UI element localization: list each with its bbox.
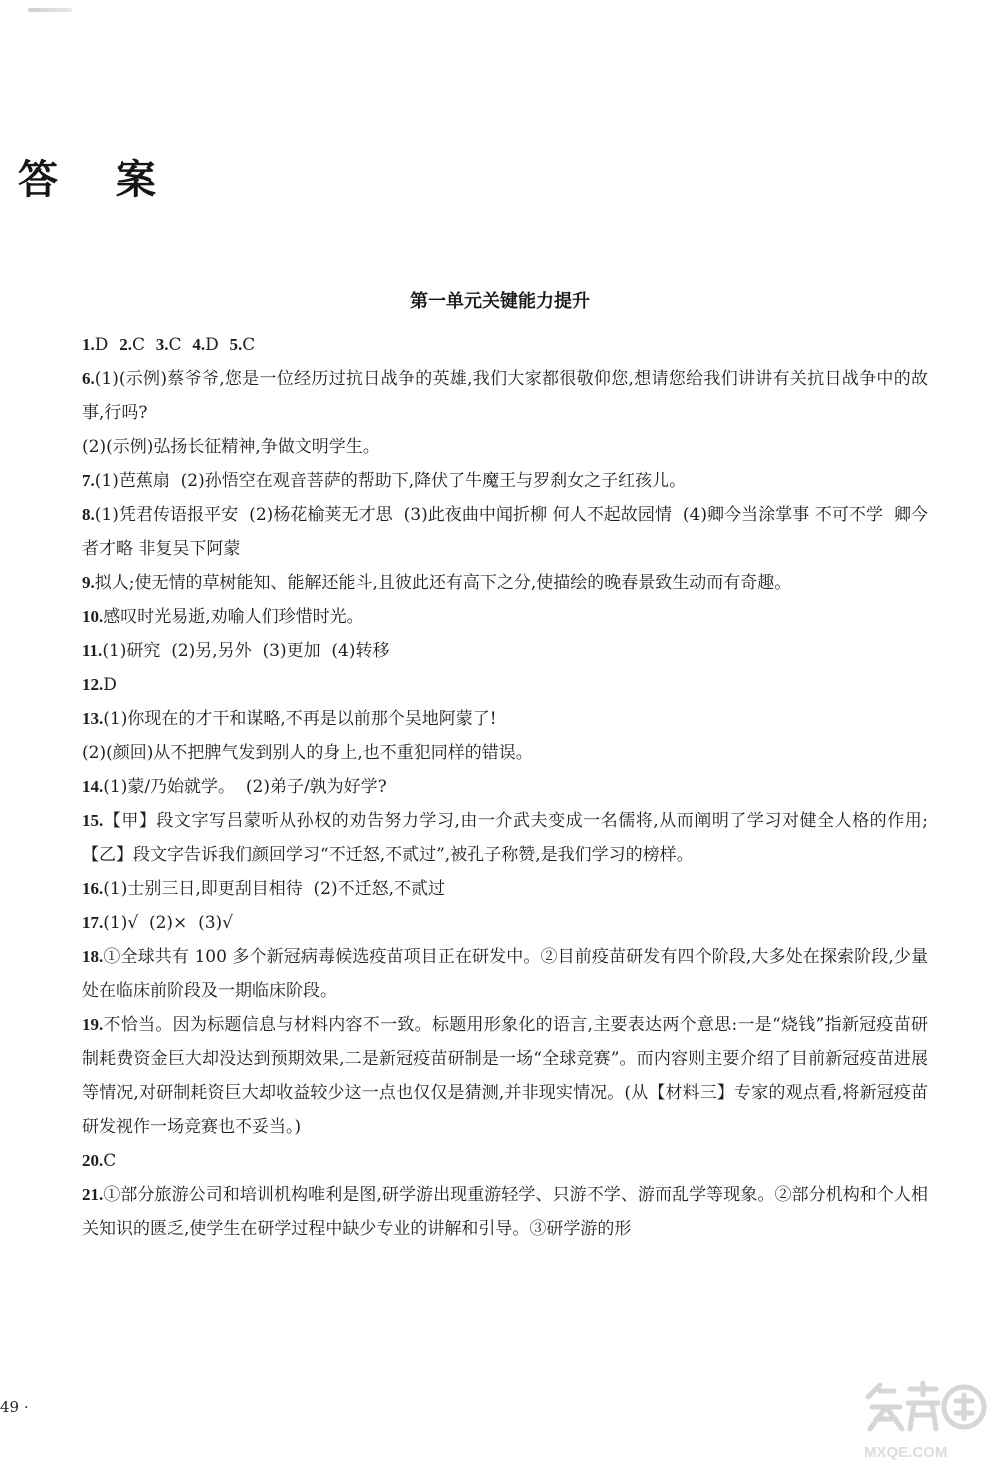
page-title: 答 案 [18,157,178,203]
top-edge-mark [28,8,72,12]
answer-item-17: 17.(1)√ (2)× (3)√ [82,913,234,933]
answer-item-1-5: 1.D 2.C 3.C 4.D 5.C [82,335,256,355]
answer-item-6-part2: (2)(示例)弘扬长征精神,争做文明学生。 [82,437,380,457]
page-number: 49 · [0,1398,29,1416]
answer-item-15: 15.【甲】段文字写吕蒙听从孙权的劝告努力学习,由一介武夫变成一名儒将,从而阐明了学习对健全人格的作用;【乙】段文字告诉我们颜回学习“不迁怒,不贰过”,被孔子称赞,是我们学习的榜样。 [82,811,928,865]
answer-item-19: 19.不恰当。因为标题信息与材料内容不一致。标题用形象化的语言,主要表达两个意思:一是“烧钱”指新冠疫苗研制耗费资金巨大却没达到预期效果,二是新冠疫苗研制是一场“全球竞赛”。而内容则主要介绍了目前新冠疫苗进展等情况,对研制耗资巨大却收益较少这一点也仅仅是猜测,并非现实情况。(从【材料三】专家的观点看,将新冠疫苗研发视作一场竞赛也不妥当。) [82,1015,928,1137]
watermark-logo [860,1377,988,1465]
answer-item-10: 10.感叹时光易逝,劝喻人们珍惜时光。 [82,607,364,627]
answer-item-16: 16.(1)士别三日,即更刮目相待 (2)不迁怒,不贰过 [82,879,446,899]
answer-item-9: 9.拟人;使无情的草树能知、能解还能斗,且彼此还有高下之分,使描绘的晚春景致生动而有奇趣。 [82,573,792,593]
answer-item-20: 20.C [82,1151,117,1171]
answer-item-6: 6.(1)(示例)蔡爷爷,您是一位经历过抗日战争的英雄,我们大家都很敬仰您,想请您给我们讲讲有关抗日战争中的故事,行吗? [82,369,928,423]
answer-item-8: 8.(1)凭君传语报平安 (2)杨花榆荚无才思 (3)此夜曲中闻折柳 何人不起故园情 (4)卿今当涂掌事 不可不学 卿今者才略 非复吴下阿蒙 [82,505,928,559]
answer-list [82,328,928,1246]
answer-item-18: 18.①全球共有 100 多个新冠病毒候选疫苗项目正在研发中。②目前疫苗研发有四个阶段,大多处在探索阶段,少量处在临床前阶段及一期临床阶段。 [82,947,928,1001]
answer-item-14: 14.(1)蒙/乃始就学。 (2)弟子/孰为好学? [82,777,387,797]
answer-item-12: 12.D [82,675,117,695]
answer-item-11: 11.(1)研究 (2)另,另外 (3)更加 (4)转移 [82,641,390,661]
answer-item-13: 13.(1)你现在的才干和谋略,不再是以前那个吴地阿蒙了! [82,709,497,729]
answer-item-7: 7.(1)芭蕉扇 (2)孙悟空在观音菩萨的帮助下,降伏了牛魔王与罗刹女之子红孩儿。 [82,471,687,491]
watermark-url: MXQE.COM [864,1444,948,1461]
section-title: 第一单元关键能力提升 [410,291,590,312]
answer-item-13-part2: (2)(颜回)从不把脾气发到别人的身上,也不重犯同样的错误。 [82,743,533,763]
answer-item-21: 21.①部分旅游公司和培训机构唯利是图,研学游出现重游轻学、只游不学、游而乱学等现象。②部分机构和个人相关知识的匮乏,使学生在研学过程中缺少专业的讲解和引导。③研学游的形 [82,1185,928,1239]
